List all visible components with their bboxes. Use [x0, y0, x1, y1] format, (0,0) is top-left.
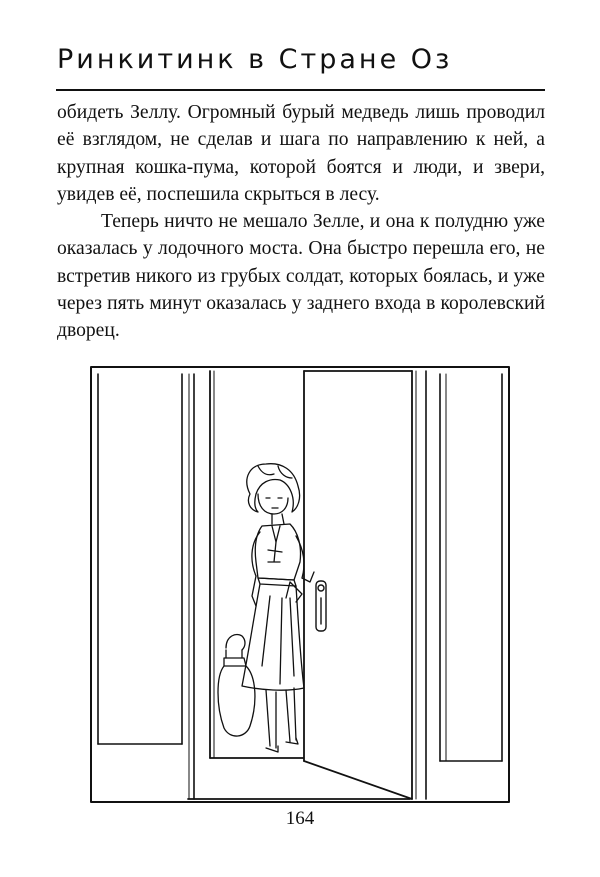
- body-text: [57, 99, 545, 345]
- paragraph-2: Теперь ничто не мешало Зелле, и она к полудню уже оказалась у лодочного моста. Она быстро перешла его, не встретив никого из грубых солдат, которых боялась, и уже через пять минут оказалась у заднего входа в королевский дворец.: [57, 211, 545, 342]
- illustration-girl-at-door: [90, 366, 510, 803]
- water-jug: [218, 635, 255, 737]
- header-rule: [56, 89, 545, 91]
- running-title: Ринкитинк в Стране Оз: [57, 44, 453, 75]
- page-number: 164: [285, 808, 315, 829]
- door-frame: [188, 371, 410, 799]
- door-handle: [316, 581, 326, 631]
- paragraph-1: обидеть Зеллу. Огромный бурый медведь лишь проводил её взглядом, не сделав и шага по направлению к ней, а крупная кошка-пума, которой боятся и люди, и звери, увидев её, поспешила скрыться в лесу.: [57, 102, 545, 205]
- left-wall-panel: [98, 374, 194, 799]
- right-wall-panel: [426, 371, 502, 799]
